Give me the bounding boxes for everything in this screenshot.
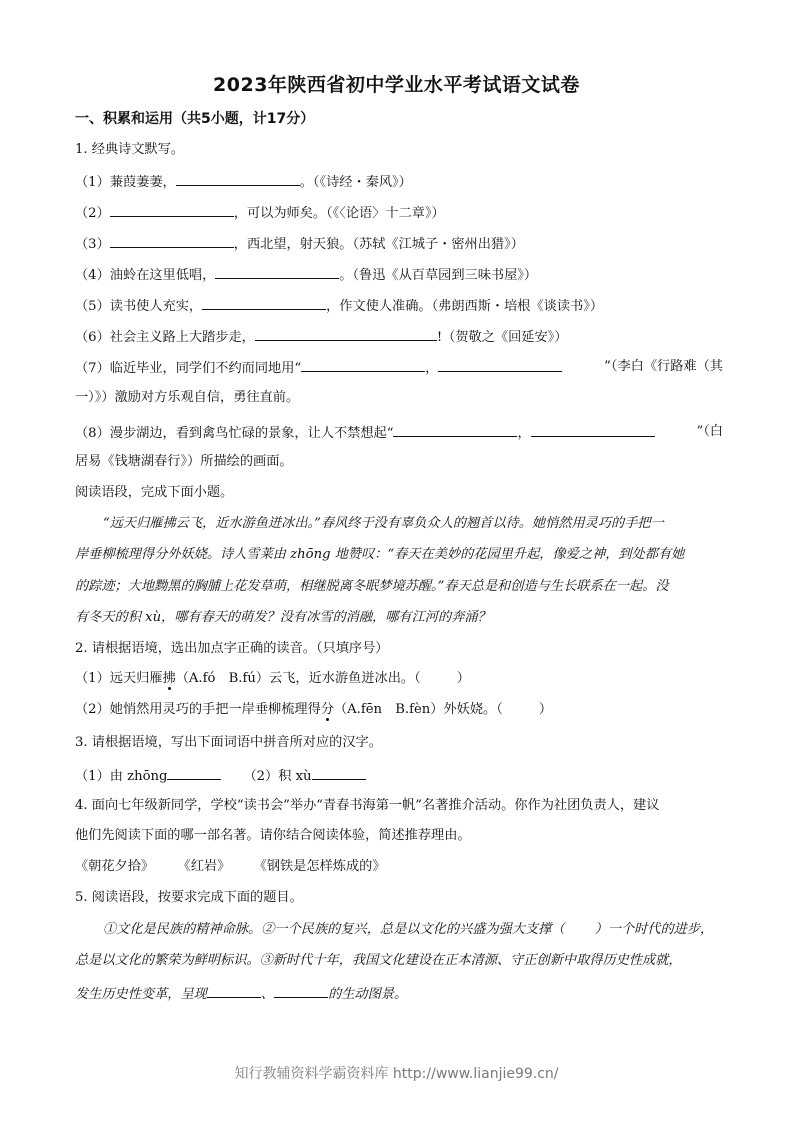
watermark-footer: 知行教辅资料学霸资料库 http://www.lianjie99.cn/ <box>234 1066 559 1082</box>
q5-passage-line: 发生历史性变革，呈现 、 的生动图景。 <box>75 983 723 1005</box>
answer-blank[interactable] <box>255 326 437 341</box>
q1-item-7-line2: 一）》）激励对方乐观自信，勇往直前。 <box>75 390 300 405</box>
q1-item-8-line2: 居易《钱塘湖春行》）所描绘的画面。 <box>75 454 293 469</box>
q5-passage-line: ①文化是民族的精神命脉。②一个民族的复兴，总是以文化的兴盛为强大支撑（ ）一个时代的进步， <box>103 922 714 937</box>
answer-blank[interactable] <box>438 357 562 372</box>
q4-line: 4. 面向七年级新同学，学校“读书会”举办“青春书海第一帆”名著推介活动。你作为社团负责人，建议 <box>75 798 660 813</box>
exam-title: 2023年陕西省初中学业水平考试语文试卷 <box>213 74 580 96</box>
passage-line: 的踪迹；大地黝黑的胸脯上花发草萌，相继脱离冬眠梦境苏醒。”春天总是和创造与生长联系在一起。没 <box>75 579 669 594</box>
section-heading: 一、积累和运用（共5小题，计17分） <box>75 111 315 127</box>
passage-line: 有冬天的积 xù，哪有春天的萌发？没有冰雪的消融，哪有江河的奔涌？ <box>75 610 491 625</box>
q2-item-2: （2）她悄然用灵巧的手把一岸垂柳梳理得分（A.fēn B.fèn）外妖娆。（ ） <box>75 702 552 717</box>
q1-item-5: （5）读书使人充实， ，作文使人准确。（弗朗西斯・培根《谈读书》） <box>75 295 723 317</box>
answer-blank[interactable] <box>274 983 328 998</box>
dotted-char: 分 <box>320 702 334 717</box>
answer-blank[interactable] <box>215 264 339 279</box>
answer-blank[interactable] <box>176 171 300 186</box>
dotted-char: 拂 <box>162 671 176 686</box>
answer-blank[interactable] <box>393 422 517 437</box>
book-option: 《红岩》 <box>184 859 231 874</box>
q1-item-2: （2） ，可以为师矣。（《〈论语〉十二章》） <box>75 202 723 224</box>
answer-blank[interactable] <box>167 765 221 780</box>
q4-books <box>75 857 723 877</box>
answer-blank[interactable] <box>202 295 326 310</box>
q1-item-7-line1: （7）临近毕业，同学们不约而同地用“ ， ”（李白《行路难（其 <box>75 359 723 376</box>
reading-intro: 阅读语段，完成下面小题。 <box>75 485 234 500</box>
book-option: 《朝花夕拾》 <box>75 859 155 874</box>
q2-stem: 2. 请根据语境，选出加点字正确的读音。（只填序号） <box>75 641 389 656</box>
q3-items: （1）由 zhōng （2）积 xù <box>75 765 723 787</box>
q3-stem: 3. 请根据语境，写出下面词语中拼音所对应的汉字。 <box>75 735 382 750</box>
q1-stem: 1. 经典诗文默写。 <box>75 142 185 157</box>
q1-item-6: （6）社会主义路上大踏步走， !（贺敬之《回延安》） <box>75 326 723 348</box>
q1-item-3: （3） ，西北望，射天狼。（苏轼《江城子・密州出猎》） <box>75 233 723 255</box>
q5-passage-line: 总是以文化的繁荣为鲜明标识。③新时代十年，我国文化建设在正本清源、守正创新中取得历史性成就， <box>75 953 682 968</box>
answer-blank[interactable] <box>207 983 261 998</box>
answer-blank[interactable] <box>110 202 234 217</box>
passage-line: 岸垂柳梳理得分外妖娆。诗人雪莱由 zhōng 地赞叹：“春天在美妙的花园里升起，像爱之神，到处都有她 <box>75 547 685 562</box>
passage-line: “远天归雁拂云飞，近水游鱼迸冰出。”春风终于没有辜负众人的翘首以待。她悄然用灵巧的手把一 <box>103 516 664 531</box>
q1-item-1: （1）蒹葭萋萋， 。（《诗经・秦风》） <box>75 171 723 193</box>
q1-item-8-line1: （8）漫步湖边，看到禽鸟忙碌的景象，让人不禁想起“ ， ”（白 <box>75 424 723 441</box>
answer-blank[interactable] <box>110 233 234 248</box>
q5-stem: 5. 阅读语段，按要求完成下面的题目。 <box>75 890 303 905</box>
answer-blank[interactable] <box>531 422 655 437</box>
q1-item-4: （4）油蛉在这里低唱， 。（鲁迅《从百草园到三味书屋》） <box>75 264 723 286</box>
book-option: 《钢铁是怎样炼成的》 <box>260 859 386 874</box>
q2-item-1: （1）远天归雁拂（A.fó B.fú）云飞，近水游鱼迸冰出。（ ） <box>75 671 470 686</box>
answer-blank[interactable] <box>301 357 425 372</box>
answer-blank[interactable] <box>312 765 366 780</box>
q4-line: 他们先阅读下面的哪一部名著。请你结合阅读体验，简述推荐理由。 <box>75 828 471 843</box>
